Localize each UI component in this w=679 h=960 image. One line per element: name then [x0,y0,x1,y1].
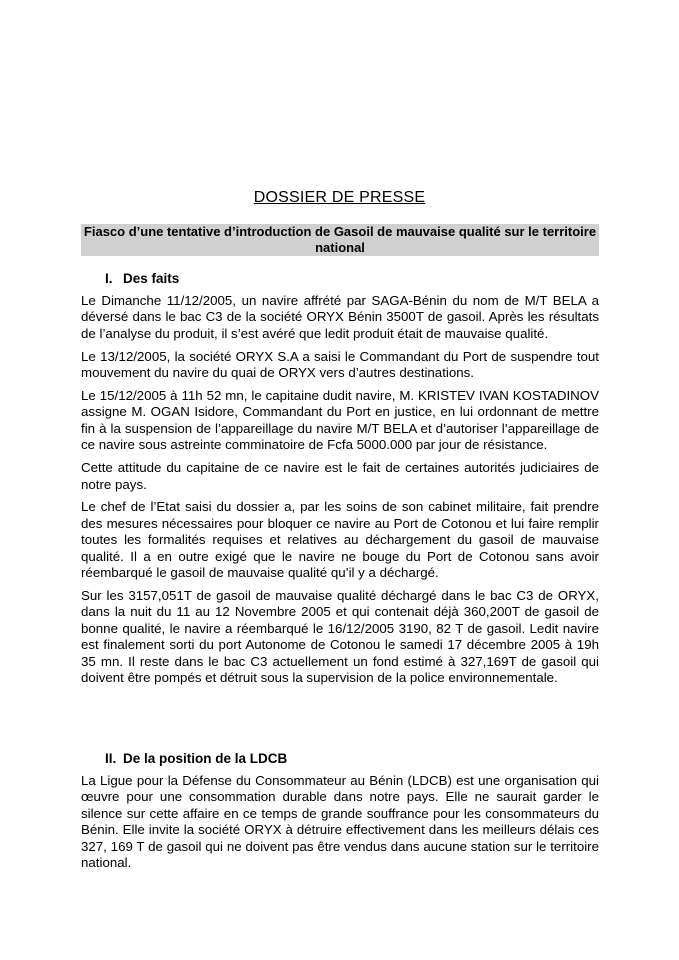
section-number: I. [105,271,113,286]
paragraph: Le chef de l’Etat saisi du dossier a, par les soins de son cabinet militaire, fait prendre des mesures nécessaires pour bloquer ce navire au Port de Cotonou et lui faire remplir toutes les formalités requises et relatives au déchargement du gasoil de mauvaise qualité. Il a en outre exigé que le navire ne bouge du Port de Cotonou sans avoir réembarqué le gasoil de mauvaise qualité qu’il y a déchargé. [81,499,599,581]
paragraph: Cette attitude du capitaine de ce navire est le fait de certaines autorités judiciaires de notre pays. [81,460,599,492]
paragraph: Le Dimanche 11/12/2005, un navire affrété par SAGA-Bénin du nom de M/T BELA a déversé dans le bac C3 de la société ORYX Bénin 3500T de gasoil. Après les résultats de l’analyse du produit, il s’est avéré que ledit produit était de mauvaise qualité. [81,293,599,341]
paragraph: Le 15/12/2005 à 11h 52 mn, le capitaine dudit navire, M. KRISTEV IVAN KOSTADINOV assigne M. OGAN Isidore, Commandant du Port en justice, en lui ordonnant de mettre fin à la suspension de l’appareillage du navire M/T BELA et d’autoriser l’appareillage de ce navire sous astreinte comminatoire de Fcfa 5000.000 par jour de résistance. [81,388,599,453]
paragraph: Sur les 3157,051T de gasoil de mauvaise qualité déchargé dans le bac C3 de ORYX, dans la nuit du 11 au 12 Novembre 2005 et qui contenait déjà 360,200T de gasoil de bonne qualité, le navire a réembarqué le 16/12/2005 3190, 82 T de gasoil. Ledit navire est finalement sorti du port Autonome de Cotonou le samedi 17 décembre 2005 à 19h 35 mn. Il reste dans le bac C3 actuellement un fond estimé à 327,169T de gasoil qui doivent être pompés et détruit sous la supervision de la police environnementale. [81,588,599,686]
subtitle-text: Fiasco d’une tentative d’introduction de Gasoil de mauvaise qualité sur le territoire national [83,224,597,255]
section-body-ldcb [81,773,599,878]
subtitle-banner [81,224,599,256]
section-title: Des faits [123,271,180,286]
paragraph: La Ligue pour la Défense du Consommateur au Bénin (LDCB) est une organisation qui œuvre pour une consommation durable dans notre pays. Elle ne saurait garder le silence sur cette affaire en ce temps de grande souffrance pour les consommateurs du Bénin. Elle invite la société ORYX à détruire effectivement dans les meilleurs délais ces 327, 169 T de gasoil qui ne doivent pas être vendus dans aucune station sur le territoire national. [81,773,599,871]
section-heading-faits [105,271,179,286]
paragraph: Le 13/12/2005, la société ORYX S.A a saisi le Commandant du Port de suspendre tout mouvement du navire du quai de ORYX vers d’autres destinations. [81,348,599,381]
section-heading-ldcb [105,751,287,766]
section-title: De la position de la LDCB [123,751,288,766]
section-number: II. [105,751,117,766]
document-title: DOSSIER DE PRESSE [253,189,426,206]
section-body-faits [81,293,599,693]
